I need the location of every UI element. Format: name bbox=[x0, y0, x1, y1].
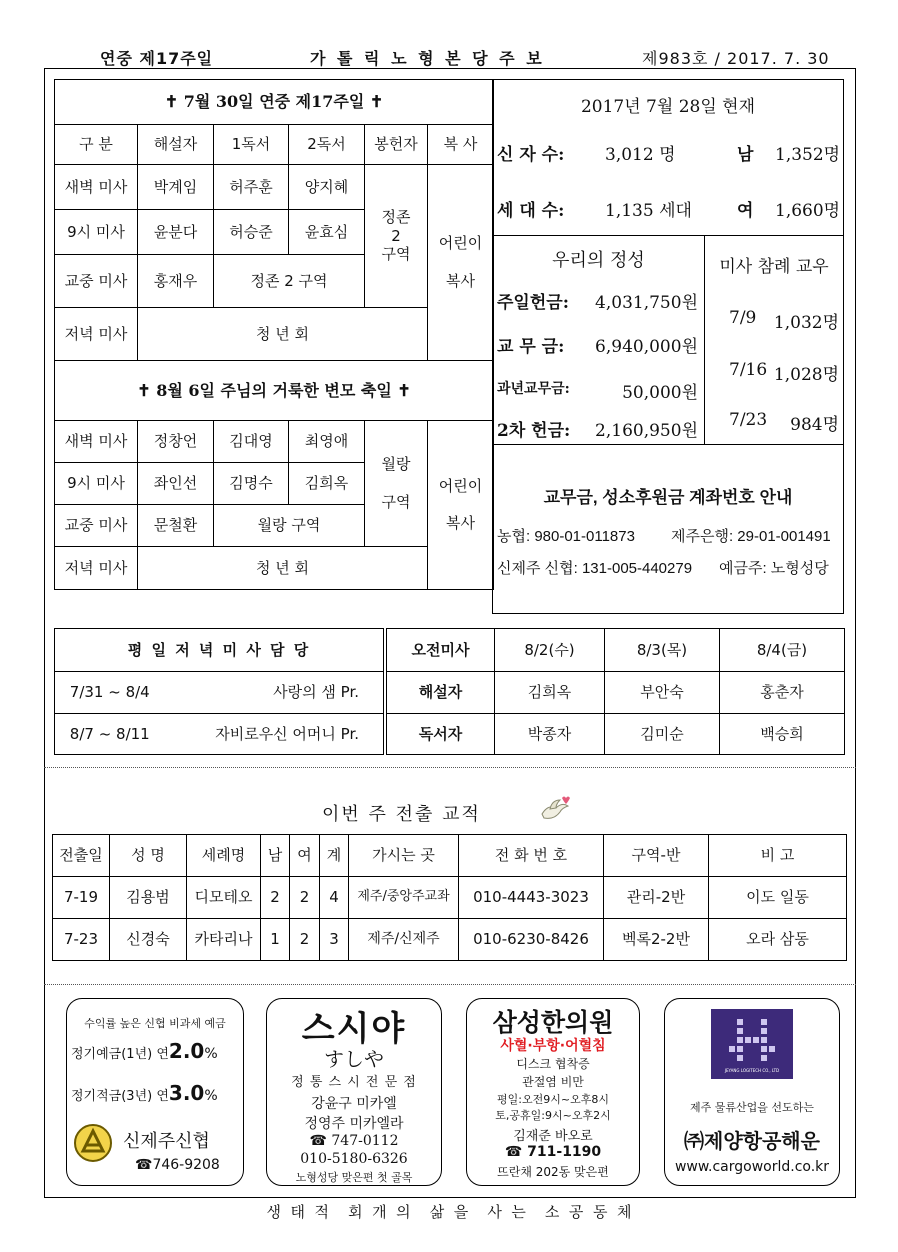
ad-shinhyup-tag: 수익률 높은 신협 비과세 예금 bbox=[84, 1017, 226, 1030]
commentator: 박계임 bbox=[138, 165, 214, 210]
offering-value: 4,031,750원 bbox=[595, 293, 698, 313]
transfer-cell: 디모테오 bbox=[187, 877, 261, 919]
believers-value: 3,012 명 bbox=[605, 145, 676, 165]
divider bbox=[44, 767, 856, 768]
ad-clinic-line: 디스크 협착증 bbox=[516, 1057, 590, 1071]
shinhyup-logo-icon bbox=[73, 1123, 113, 1167]
ad-clinic-location: 뜨란채 202동 맞은편 bbox=[497, 1165, 609, 1179]
col-header: 1독서 bbox=[214, 125, 289, 165]
ad-cargo-url[interactable]: www.cargoworld.co.kr bbox=[674, 1159, 830, 1175]
ad-cargo[interactable] bbox=[664, 998, 840, 1186]
attendance-box bbox=[704, 235, 844, 445]
transfer-cell: 김용범 bbox=[110, 877, 187, 919]
account-shinhyup: 신제주 신협: 131-005-440279 bbox=[497, 560, 693, 577]
role-name: 부안숙 bbox=[605, 672, 720, 714]
divider bbox=[44, 984, 856, 985]
reader-1: 김대영 bbox=[214, 421, 289, 463]
reader-1: 허승준 bbox=[214, 210, 289, 255]
footer-motto: 생 태 적 회 개 의 삶 을 사 는 소 공 동 체 bbox=[266, 1203, 632, 1221]
mass-name: 저녁 미사 bbox=[55, 308, 138, 361]
transfer-cell: 1 bbox=[261, 919, 290, 961]
transfer-col-header: 가시는 곳 bbox=[349, 835, 459, 877]
header-issue: 제983호 / 2017. 7. 30 bbox=[642, 49, 830, 68]
ad-sushi-location: 노형성당 맞은편 첫 골목 bbox=[295, 1171, 413, 1184]
weekday-dates: 8/7 ~ 8/11 bbox=[55, 714, 165, 755]
attendance-date: 7/23 bbox=[729, 410, 768, 430]
female-label: 여 bbox=[737, 201, 754, 221]
transfer-cell: 벡록2-2반 bbox=[604, 919, 709, 961]
transfer-col-header: 전출일 bbox=[53, 835, 110, 877]
ad-clinic-doctor: 김재준 바오로 bbox=[513, 1129, 593, 1144]
offering-value: 50,000원 bbox=[622, 383, 698, 403]
ad-cargo-name: ㈜제양항공해운 bbox=[684, 1129, 820, 1153]
schedule-table bbox=[54, 79, 494, 590]
reader-2: 양지혜 bbox=[289, 165, 365, 210]
ad-clinic-name: 삼성한의원 bbox=[492, 1008, 614, 1037]
ad-clinic-sub: 사혈·부항·어혈침 bbox=[500, 1038, 606, 1054]
believers-label: 신 자 수: bbox=[497, 145, 565, 165]
account-nh: 농협: 980-01-011873 bbox=[497, 528, 635, 545]
role-name: 김미순 bbox=[605, 714, 720, 755]
evening-group: 청 년 회 bbox=[138, 547, 428, 590]
readers-group: 정존 2 구역 bbox=[214, 255, 365, 308]
offering-label: 2차 헌금: bbox=[497, 421, 571, 441]
reader-2: 최영애 bbox=[289, 421, 365, 463]
col-header: 해설자 bbox=[138, 125, 214, 165]
transfer-cell: 제주/신제주 bbox=[349, 919, 459, 961]
transfer-cell: 3 bbox=[320, 919, 349, 961]
transfer-col-header: 여 bbox=[290, 835, 320, 877]
offering-box bbox=[492, 235, 705, 445]
weekday-dates: 7/31 ~ 8/4 bbox=[55, 672, 165, 714]
transfer-cell: 이도 일동 bbox=[709, 877, 847, 919]
role-label: 독서자 bbox=[387, 714, 495, 755]
offering-value: 6,940,000원 bbox=[595, 337, 698, 357]
ad-clinic-hours: 평일:오전9시~오후8시 bbox=[497, 1093, 609, 1106]
ad-sushi[interactable] bbox=[266, 998, 442, 1186]
transfer-col-header: 남 bbox=[261, 835, 290, 877]
households-value: 1,135 세대 bbox=[605, 201, 692, 221]
transfer-cell: 카타리나 bbox=[187, 919, 261, 961]
schedule2-title: ✝ 8월 6일 주님의 거룩한 변모 축일 ✝ bbox=[55, 361, 494, 421]
transfer-col-header: 구역-반 bbox=[604, 835, 709, 877]
reader-2: 김희옥 bbox=[289, 463, 365, 505]
col-header: 구 분 bbox=[55, 125, 138, 165]
attendance-title: 미사 참례 교우 bbox=[719, 257, 829, 277]
role-name: 백승희 bbox=[720, 714, 845, 755]
transfer-cell: 2 bbox=[261, 877, 290, 919]
transfer-cell: 관리-2반 bbox=[604, 877, 709, 919]
ad-clinic-line: 관절염 비만 bbox=[522, 1075, 584, 1089]
transfer-col-header: 계 bbox=[320, 835, 349, 877]
transfer-cell: 010-4443-3023 bbox=[459, 877, 604, 919]
ad-sushi-phone: ☎ 747-0112 bbox=[309, 1133, 399, 1149]
attendance-count: 1,032명 bbox=[773, 313, 839, 333]
day-header: 8/2(수) bbox=[495, 629, 605, 672]
commentator: 문철환 bbox=[138, 505, 214, 547]
mass-name: 9시 미사 bbox=[55, 463, 138, 505]
account-title: 교무금, 성소후원금 계좌번호 안내 bbox=[543, 488, 793, 507]
weekday-table bbox=[54, 628, 384, 755]
reader-1: 김명수 bbox=[214, 463, 289, 505]
evening-group: 청 년 회 bbox=[138, 308, 428, 361]
header-title: 가 톨 릭 노 형 본 당 주 보 bbox=[310, 49, 545, 68]
altar-server: 어린이 복사 bbox=[428, 421, 494, 590]
day-header: 8/3(목) bbox=[605, 629, 720, 672]
account-jeju-bank: 제주은행: 29-01-001491 bbox=[671, 528, 831, 545]
offering-group: 월랑 구역 bbox=[365, 421, 428, 547]
ad-shinhyup[interactable] bbox=[66, 998, 244, 1186]
cargo-logo-icon bbox=[711, 1009, 793, 1079]
ad-clinic-hours: 토,공휴일:9시~오후2시 bbox=[495, 1109, 611, 1122]
transfer-cell: 신경숙 bbox=[110, 919, 187, 961]
schedule-section bbox=[54, 79, 494, 590]
commentator: 좌인선 bbox=[138, 463, 214, 505]
transfer-cell: 4 bbox=[320, 877, 349, 919]
transfer-cell: 7-23 bbox=[53, 919, 110, 961]
morning-mass-table bbox=[386, 628, 845, 755]
col-header: 2독서 bbox=[289, 125, 365, 165]
day-header: 8/4(금) bbox=[720, 629, 845, 672]
altar-server: 어린이 복사 bbox=[428, 165, 494, 361]
offering-label: 교 무 금: bbox=[497, 337, 565, 357]
attendance-date: 7/16 bbox=[729, 360, 768, 380]
ad-shinhyup-name: 신제주신협 bbox=[123, 1131, 210, 1152]
weekday-section bbox=[54, 628, 384, 755]
account-box bbox=[492, 444, 844, 614]
households-label: 세 대 수: bbox=[497, 201, 565, 221]
attendance-count: 1,028명 bbox=[773, 365, 839, 385]
transfer-table bbox=[52, 834, 847, 961]
transfer-cell: 제주/중앙주교좌 bbox=[349, 877, 459, 919]
col-header: 봉헌자 bbox=[365, 125, 428, 165]
attendance-date: 7/9 bbox=[729, 308, 757, 328]
role-name: 박종자 bbox=[495, 714, 605, 755]
weekday-group: 사랑의 샘 Pr. bbox=[165, 672, 384, 714]
stats-box bbox=[492, 79, 844, 236]
offering-group: 정존 2 구역 bbox=[365, 165, 428, 308]
commentator: 정창언 bbox=[138, 421, 214, 463]
attendance-count: 984명 bbox=[790, 415, 839, 435]
mass-name: 교중 미사 bbox=[55, 505, 138, 547]
transfer-cell: 2 bbox=[290, 919, 320, 961]
schedule1-title: ✝ 7월 30일 연중 제17주일 ✝ bbox=[55, 80, 494, 125]
male-label: 남 bbox=[737, 145, 754, 165]
ad-sushi-jp: すしや bbox=[324, 1047, 384, 1071]
role-name: 홍춘자 bbox=[720, 672, 845, 714]
offering-label: 주일헌금: bbox=[497, 293, 569, 313]
offering-value: 2,160,950원 bbox=[595, 421, 698, 441]
stats-date: 2017년 7월 28일 현재 bbox=[580, 97, 756, 117]
mass-name: 새벽 미사 bbox=[55, 165, 138, 210]
female-value: 1,660명 bbox=[775, 201, 841, 221]
reader-2: 윤효심 bbox=[289, 210, 365, 255]
ad-sushi-owner1: 강윤구 미카엘 bbox=[311, 1096, 397, 1112]
morning-label: 오전미사 bbox=[387, 629, 495, 672]
role-name: 김희옥 bbox=[495, 672, 605, 714]
role-label: 해설자 bbox=[387, 672, 495, 714]
transfer-col-header: 비 고 bbox=[709, 835, 847, 877]
transfer-cell: 010-6230-8426 bbox=[459, 919, 604, 961]
ad-shinhyup-rate1: 정기예금(1년) 연2.0% bbox=[71, 1039, 218, 1063]
mass-name: 저녁 미사 bbox=[55, 547, 138, 590]
transfer-col-header: 세례명 bbox=[187, 835, 261, 877]
header-week: 연중 제17주일 bbox=[100, 49, 214, 68]
ad-sushi-desc: 정 통 스 시 전 문 점 bbox=[291, 1075, 417, 1090]
account-holder: 예금주: 노형성당 bbox=[719, 560, 829, 577]
ad-sushi-mobile: 010-5180-6326 bbox=[300, 1151, 408, 1167]
mass-name: 새벽 미사 bbox=[55, 421, 138, 463]
readers-group: 월랑 구역 bbox=[214, 505, 365, 547]
ad-shinhyup-phone: ☎746-9208 bbox=[135, 1157, 220, 1173]
commentator: 홍재우 bbox=[138, 255, 214, 308]
mass-name: 교중 미사 bbox=[55, 255, 138, 308]
transfer-cell: 7-19 bbox=[53, 877, 110, 919]
offering-title: 우리의 정성 bbox=[552, 250, 645, 271]
ad-sushi-logo: 스시야 bbox=[301, 1009, 407, 1049]
weekday-title: 평 일 저 녁 미 사 담 당 bbox=[55, 629, 384, 672]
transfer-cell: 오라 삼동 bbox=[709, 919, 847, 961]
transfer-col-header: 전 화 번 호 bbox=[459, 835, 604, 877]
mass-name: 9시 미사 bbox=[55, 210, 138, 255]
morning-mass-section bbox=[386, 628, 845, 755]
ad-sushi-owner2: 정영주 미카엘라 bbox=[304, 1116, 404, 1132]
offering-label: 과년교무금: bbox=[497, 381, 570, 397]
transfer-title: 이번 주 전출 교적 bbox=[322, 804, 481, 825]
weekday-group: 자비로우신 어머니 Pr. bbox=[165, 714, 384, 755]
transfer-section bbox=[52, 834, 847, 961]
commentator: 윤분다 bbox=[138, 210, 214, 255]
reader-1: 허주훈 bbox=[214, 165, 289, 210]
ad-clinic-phone: ☎ 711-1190 bbox=[504, 1144, 602, 1160]
transfer-col-header: 성 명 bbox=[110, 835, 187, 877]
col-header: 복 사 bbox=[428, 125, 494, 165]
transfer-cell: 2 bbox=[290, 877, 320, 919]
ad-cargo-slogan: 제주 물류산업을 선도하는 bbox=[690, 1101, 814, 1114]
male-value: 1,352명 bbox=[775, 145, 841, 165]
ad-clinic[interactable] bbox=[466, 998, 640, 1186]
dove-icon bbox=[538, 794, 572, 828]
cargo-logo-text: JEYANG LOGITECH CO., LTD bbox=[724, 1068, 780, 1073]
ad-shinhyup-rate2: 정기적금(3년) 연3.0% bbox=[71, 1081, 218, 1105]
